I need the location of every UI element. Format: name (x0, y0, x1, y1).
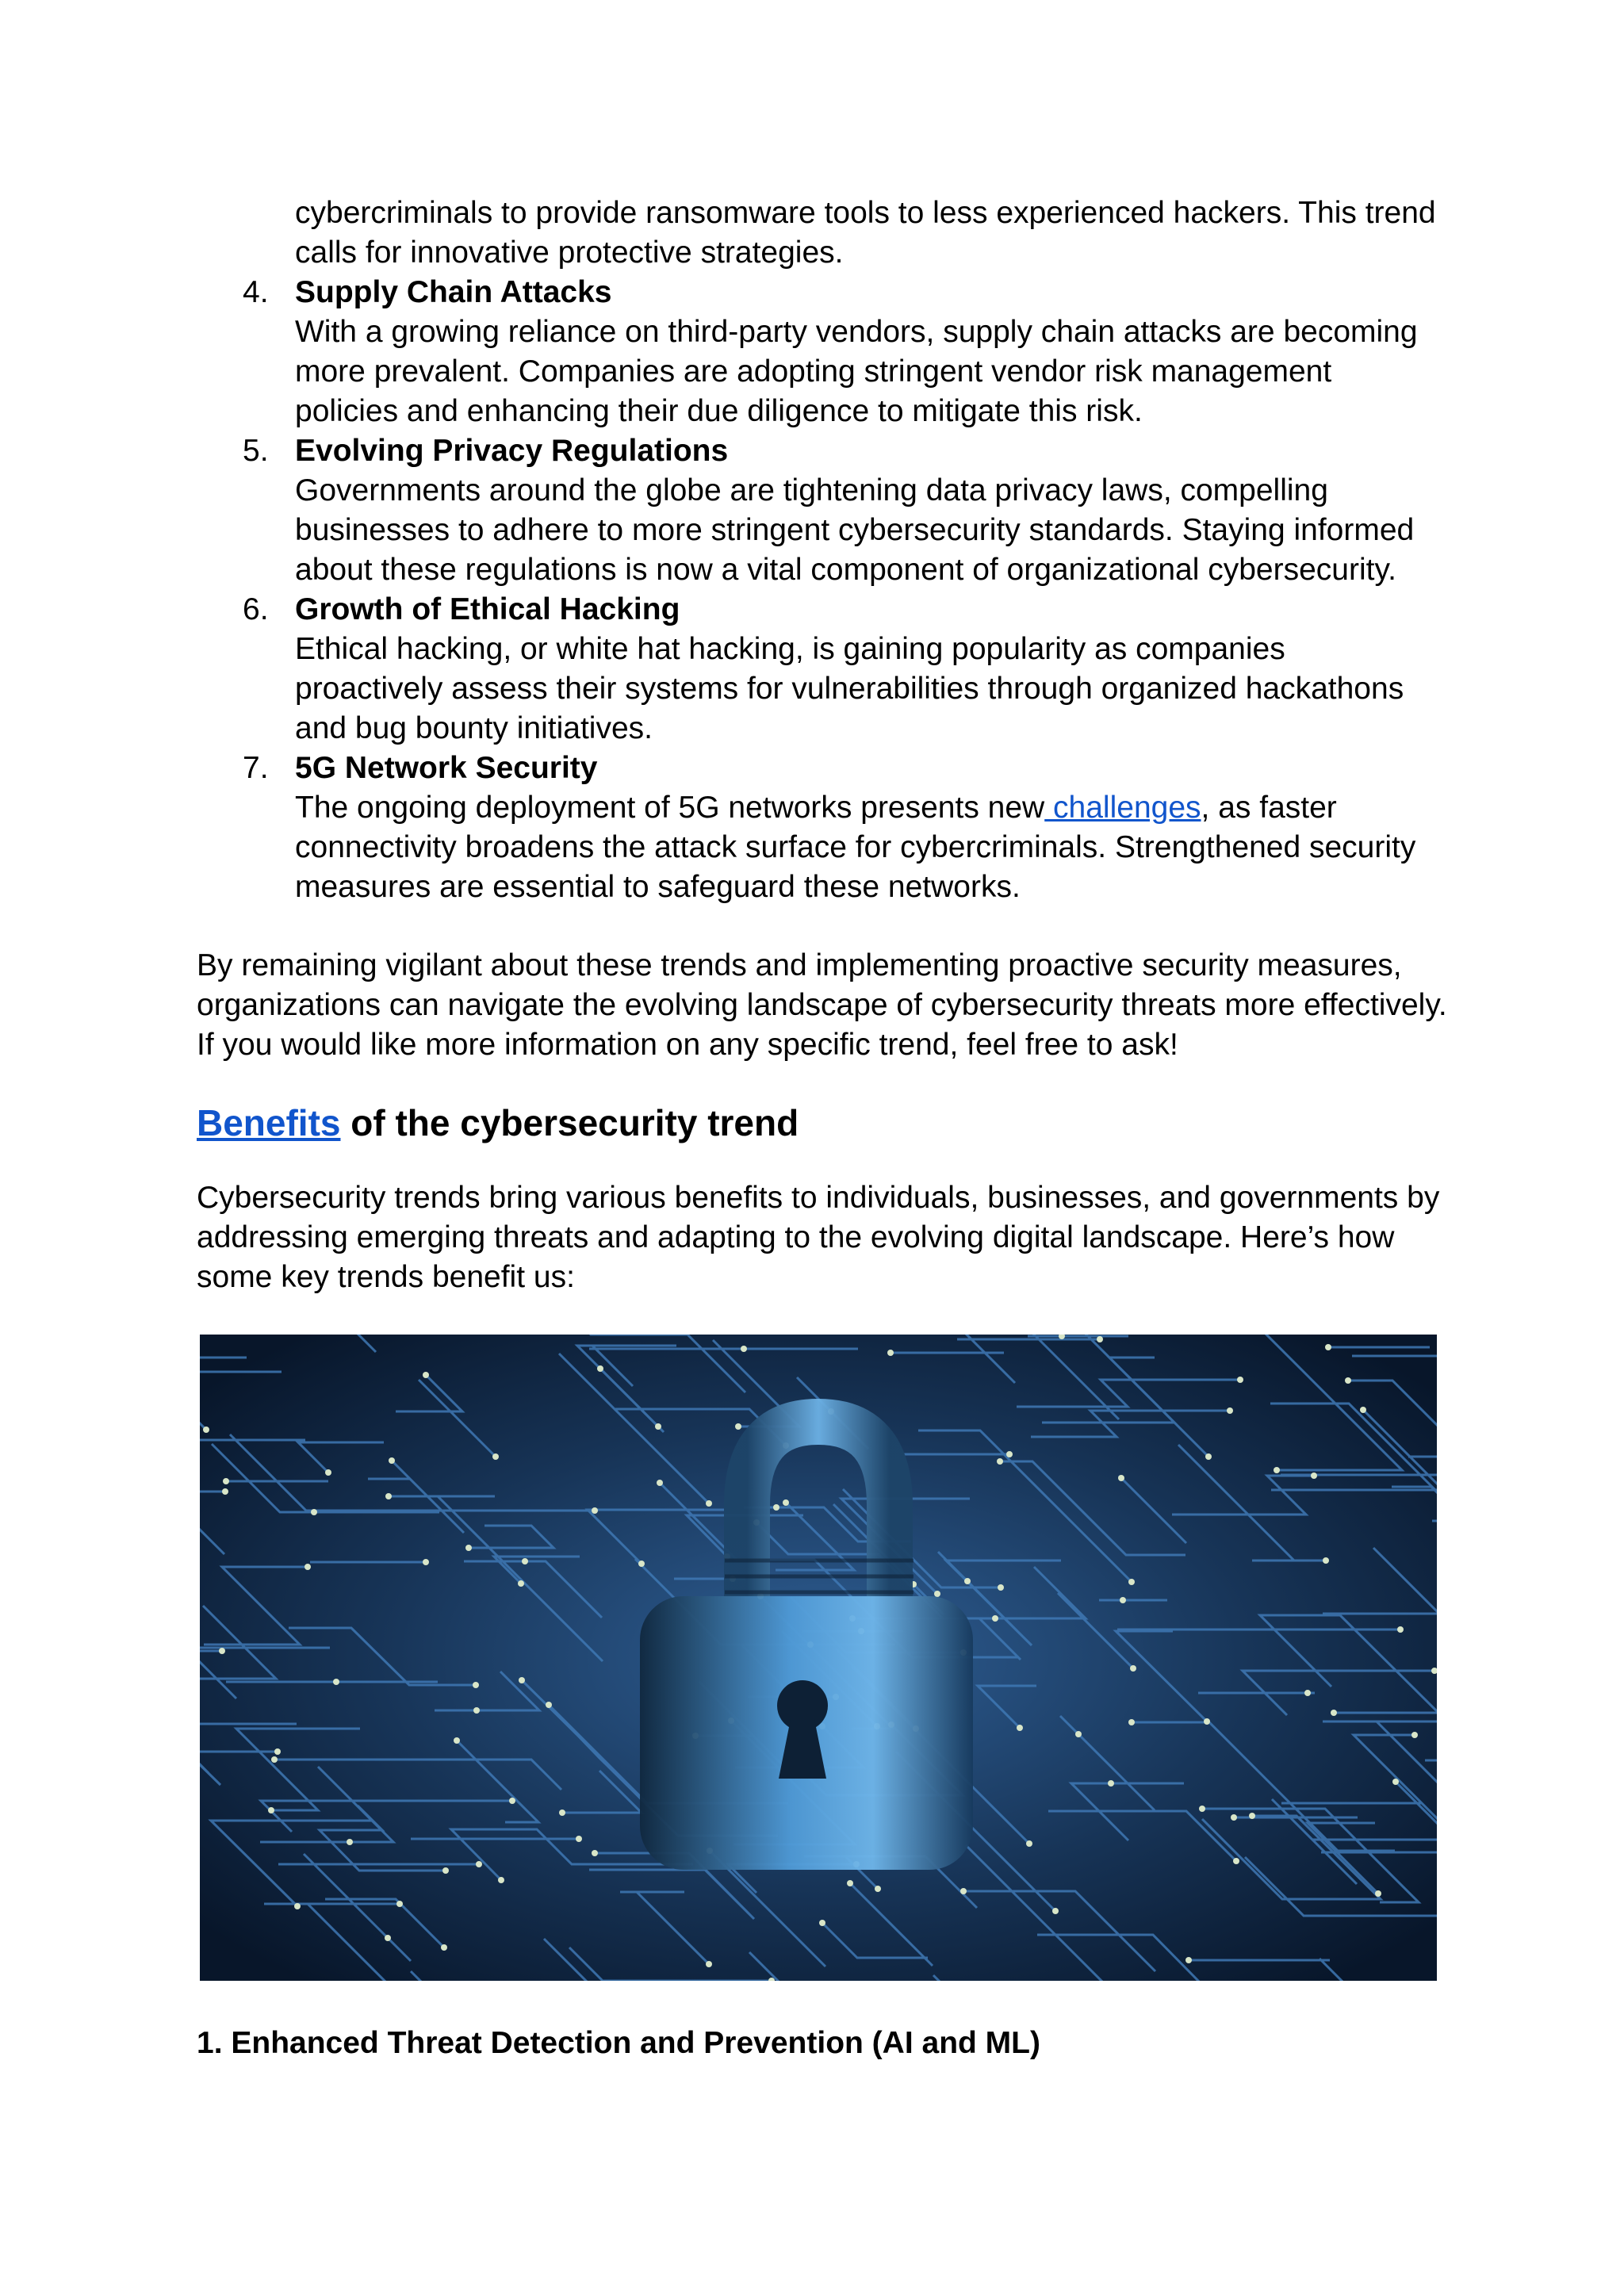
list-item-description: Ethical hacking, or white hat hacking, is gaining popularity as companies proactively assess their systems for vulnerabilities through organized hackathons and bug bounty initiatives. (295, 632, 1404, 745)
benefits-intro-paragraph: Cybersecurity trends bring various benefits to individuals, businesses, and governments by addressing emerging threats and adapting to the evolving digital landscape. Here’s how some key trends benefit us: (197, 1181, 1440, 1294)
benefits-link[interactable]: Benefits (197, 1102, 341, 1143)
trend-list (243, 273, 1437, 907)
list-item-description: With a growing reliance on third-party vendors, supply chain attacks are becoming more prevalent. Companies are adopting stringent vendor risk management policies and enhancing their due diligence to mitigate this risk. (295, 315, 1418, 428)
list-item-continuation: cybercriminals to provide ransomware tools to less experienced hackers. This trend calls for innovative protective strategies. (295, 196, 1436, 270)
sub-heading: 1. Enhanced Threat Detection and Prevention (AI and ML) (197, 2026, 1040, 2060)
list-item-description: Governments around the globe are tightening data privacy laws, compelling businesses to adhere to more stringent cybersecurity standards. Staying informed about these regulations is now a vital component of organizational cybersecurity. (295, 473, 1415, 587)
list-item (243, 590, 1437, 749)
closing-paragraph: By remaining vigilant about these trends and implementing proactive security measures, organizations can navigate the evolving landscape of cybersecurity threats more effectively. If you would like more information on any specific trend, feel free to ask! (197, 948, 1447, 1062)
list-item-title: Evolving Privacy Regulations (295, 434, 729, 468)
list-number: 5. (243, 434, 269, 468)
cybersecurity-lock-image (200, 1335, 1437, 1981)
heading-text: of the cybersecurity trend (340, 1102, 799, 1143)
description-text: , as faster connectivity broadens the attack surface for cybercriminals. Strengthened security measures are essential to safeguard these networks. (295, 791, 1416, 904)
list-item (243, 273, 1437, 431)
description-text: The ongoing deployment of 5G networks presents new (295, 791, 1045, 825)
list-number: 4. (243, 275, 269, 309)
section-heading (197, 1101, 799, 1145)
list-item-description (295, 788, 1437, 907)
list-number: 7. (243, 751, 269, 785)
list-item (243, 431, 1437, 590)
list-item-title: 5G Network Security (295, 751, 598, 785)
list-item-title: Growth of Ethical Hacking (295, 592, 680, 626)
challenges-link[interactable]: challenges (1044, 791, 1201, 825)
list-item (243, 749, 1437, 907)
list-item-title: Supply Chain Attacks (295, 275, 612, 309)
list-number: 6. (243, 592, 269, 626)
